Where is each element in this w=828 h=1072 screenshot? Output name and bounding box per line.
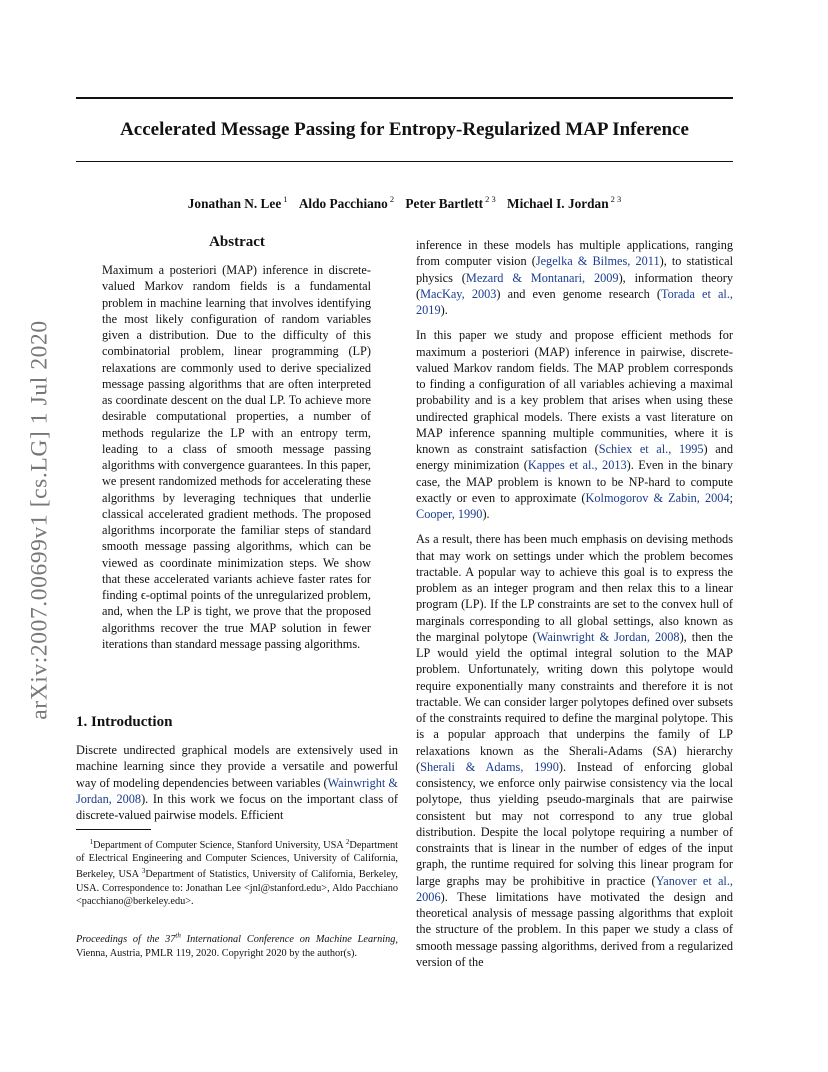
introduction-paragraph <box>76 742 398 823</box>
citation-link[interactable]: Cooper, 1990 <box>416 507 483 521</box>
citation-link[interactable]: Yanover et al., 2006 <box>416 873 734 904</box>
author-4 <box>507 196 621 211</box>
footnote-text: Department of Statistics, University of California, Berkeley, USA. Correspondence to: Jonathan Lee <jnl@stanford.edu>, Aldo Pacchiano <pacchiano@berkeley.edu>. <box>76 869 398 907</box>
author-name: Jonathan N. Lee <box>187 196 282 211</box>
footnote-affiliations <box>76 836 398 908</box>
intro-text: Discrete undirected graphical models are extensively used in machine learning since they provide a versatile and powerful way of modeling dependencies between variables ( <box>76 743 398 790</box>
intro-p1 <box>76 742 398 823</box>
title-bottom-rule <box>76 161 733 162</box>
footnote-block <box>76 836 398 908</box>
citation-link[interactable]: Mezard & Montanari, 2009 <box>465 270 619 285</box>
author-2 <box>299 196 394 211</box>
proceedings-copyright: , Vienna, Austria, PMLR 119, 2020. Copyright 2020 by the author(s). <box>76 934 398 959</box>
body-text: ). Even in the binary case, the MAP problem is known to be NP-hard to compute exactly or even to approximate ( <box>416 458 733 505</box>
body-text: ), information theory ( <box>416 270 734 301</box>
footnote-marker: 2 <box>345 838 350 846</box>
citation-link[interactable]: Sherali & Adams, 1990 <box>420 759 559 774</box>
body-text: ) and even genome research ( <box>496 286 661 301</box>
abstract-heading: Abstract <box>209 234 265 250</box>
abstract-body <box>102 262 371 652</box>
intro-text: ). In this work we focus on the important class of discrete-valued pairwise models. Efficient <box>76 791 398 822</box>
body-text: In this paper we study and propose efficient methods for maximum a posteriori (MAP) inference in pairwise, discrete-valued Markov random fields. The MAP problem corresponds to finding a configuration of all variables achieving a maximal probability and is a key problem that arises when using these undirected graphical models. There exists a vast literature on MAP inference spanning multiple communities, where it is known as constraint satisfaction ( <box>416 328 733 456</box>
footnote-rule <box>76 829 151 830</box>
body-text: ), then the LP would yield the optimal integral solution to the MAP problem. Unfortunately, writing down this polytope would require exponentially many constraints and therefore it is not tractable. We can consider larger polytopes defined over subsets of the constraints required to define the marginal polytope. This is a popular approach that underpins the family of LP relaxations known as the Sherali-Adams (SA) hierarchy ( <box>416 629 733 774</box>
body-text: ). These limitations have motivated the design and theoretical analysis of message passing algorithms that exploit the structure of the problem. In this paper we study a class of smooth message passing algorithms, derived from a regularized version of the <box>416 889 733 969</box>
citation-link[interactable]: Torada et al., 2019 <box>416 286 734 317</box>
citation-link[interactable]: Jegelka & Bilmes, 2011 <box>535 254 660 269</box>
proceedings-text: Proceedings of the 37 <box>76 934 176 946</box>
body-text: ; <box>729 490 733 505</box>
author-name: Michael I. Jordan <box>507 196 609 211</box>
section-heading-introduction: 1. Introduction <box>76 714 173 730</box>
author-3 <box>405 196 495 211</box>
citation-link[interactable]: Wainwright & Jordan, 2008 <box>536 629 680 644</box>
body-text: ) and energy minimization ( <box>416 442 734 473</box>
footnote-text: Department of Computer Science, Stanford University, USA <box>93 840 344 851</box>
body-text: ), to statistical physics ( <box>416 254 734 285</box>
top-rule <box>76 97 733 99</box>
author-affiliation: 1 <box>283 194 288 204</box>
author-name: Peter Bartlett <box>405 196 484 211</box>
proceedings-note <box>76 930 398 960</box>
citation-link[interactable]: Kappes et al., 2013 <box>527 458 627 473</box>
author-affiliation: 2 3 <box>610 194 622 204</box>
proceedings-text: International Conference on Machine Learning <box>180 934 396 946</box>
right-column <box>416 237 733 979</box>
proceedings-superscript: th <box>175 932 181 940</box>
author-1 <box>188 196 288 211</box>
proceedings-venue <box>76 934 395 945</box>
author-list <box>76 190 733 213</box>
citation-link[interactable]: Wainwright & Jordan, 2008 <box>76 775 398 806</box>
body-text: ). Instead of enforcing global consistency, we enforce only pairwise consistency via the local polytope, thus yielding pseudo-marginals that are pairwise consistent but may not correspond to any true global distribution. Despite the local polytope requiring a number of constraints that is linear in the number of edges of the input graph, the runtime required for solving this linear program for large graphs may be prohibitive in practice ( <box>416 759 733 888</box>
right-paragraph-3 <box>416 531 733 970</box>
right-paragraph-2 <box>416 327 733 522</box>
body-text: As a result, there has been much emphasis on devising methods that may work on settings under which the problem becomes tractable. A popular way to achieve this goal is to express the problem as an integer program and then relax this to a linear program (LP). If the LP constraints are set to the convex hull of marginals corresponding to all global settings, also known as the marginal polytope ( <box>416 532 733 644</box>
citation-link[interactable]: MacKay, 2003 <box>420 286 497 301</box>
body-text: ). <box>440 303 448 317</box>
paper-title: Accelerated Message Passing for Entropy-Regularized MAP Inference <box>120 119 689 140</box>
body-text: inference in these models has multiple applications, ranging from computer vision ( <box>416 238 733 269</box>
right-paragraph-1 <box>416 237 733 318</box>
author-name: Aldo Pacchiano <box>298 196 388 211</box>
author-affiliation: 2 3 <box>485 194 496 204</box>
body-text: ). <box>482 507 490 521</box>
citation-link[interactable]: Schiex et al., 1995 <box>598 442 704 456</box>
footnote-marker: 1 <box>89 838 94 846</box>
footnote-marker: 3 <box>141 867 146 876</box>
citation-link[interactable]: Kolmogorov & Zabin, 2004 <box>585 490 730 505</box>
author-affiliation: 2 <box>389 194 395 204</box>
arxiv-stamp: arXiv:2007.00699v1 [cs.LG] 1 Jul 2020 <box>26 320 53 720</box>
abstract-text: Maximum a posteriori (MAP) inference in discrete-valued Markov random fields is a fundamental problem in machine learning that involves identifying the most likely configuration of random variables given a distribution. Due to the difficulty of this combinatorial problem, linear programming (LP) relaxations are commonly used to derive specialized message passing algorithms that are often interpreted as coordinate descent on the dual LP. To achieve more desirable computational properties, a number of methods regularize the LP with an entropy term, leading to a class of smooth message passing algorithms with convergence guarantees. In this paper, we present randomized methods for accelerating these algorithms by leveraging techniques that underlie classical accelerated gradient methods. The proposed algorithms incorporate the familiar steps of standard smooth message passing algorithms, which can be viewed as coordinate minimization steps. We show that these accelerated variants achieve faster rates for finding ϵ-optimal points of the unregularized problem, and, when the LP is tight, we prove that the proposed algorithms recover the true MAP solution in fewer iterations than standard message passing algorithms. <box>102 263 371 651</box>
footnote-text: Department of Electrical Engineering and Computer Sciences, University of California, Berkeley, USA <box>76 840 398 881</box>
